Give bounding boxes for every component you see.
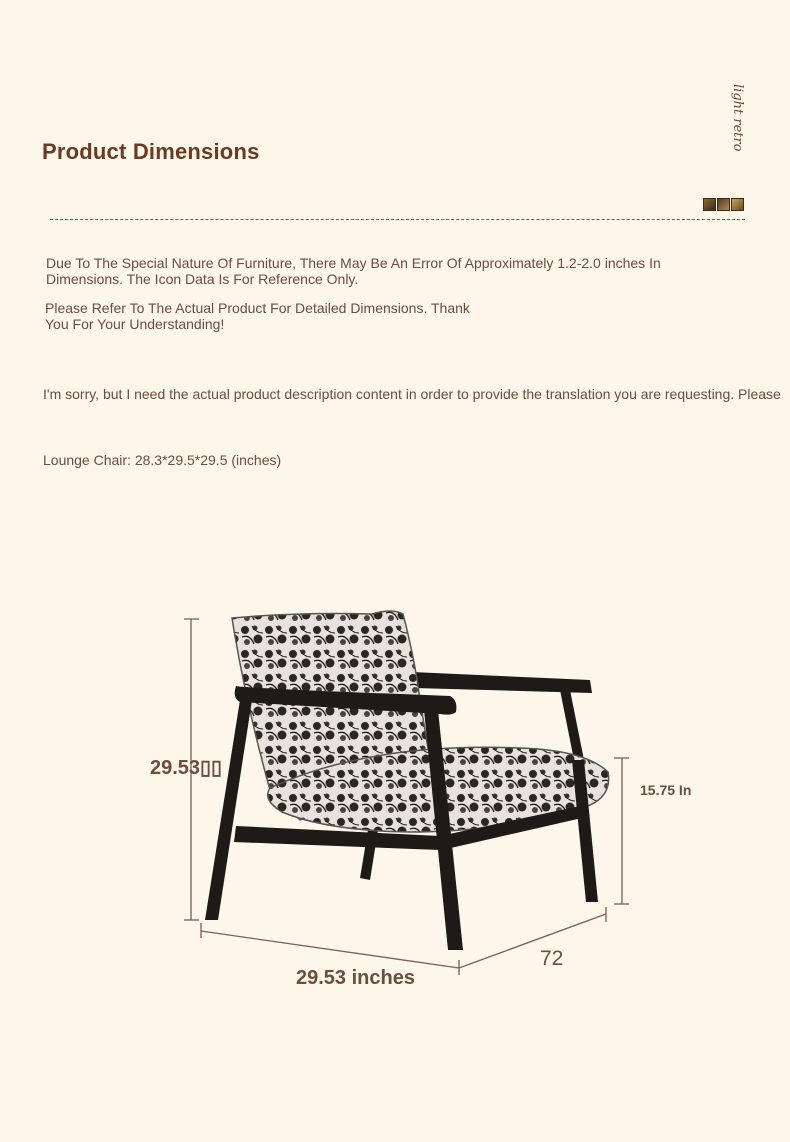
spec-text: Lounge Chair: 28.3*29.5*29.5 (inches) (43, 452, 282, 468)
section-divider (50, 219, 745, 220)
page-title: Product Dimensions (42, 139, 260, 164)
thumbnail-image (717, 198, 730, 211)
thumbnail-image (731, 198, 744, 211)
apology-text: I'm sorry, but I need the actual product description content in order to provide the translation you are requesting. Please (43, 386, 781, 402)
width-dimension-label: 29.53 inches (296, 967, 415, 989)
seat-height-dimension-label: 15.75 In (640, 782, 692, 798)
error-notice: Due To The Special Nature Of Furniture, There May Be An Error Of Approximately 1.2-2.0 inches In Dimensions. The Icon Data Is For Reference Only. (46, 255, 661, 287)
depth-dimension-label: 72 (540, 947, 564, 970)
refer-notice: Please Refer To The Actual Product For Detailed Dimensions. Thank You For Your Understanding! (45, 300, 470, 332)
brand-mark: light retro (730, 84, 745, 152)
thumbnail-strip (703, 198, 744, 211)
thumbnail-image (703, 198, 716, 211)
height-dimension-label: 29.53▯▯ (150, 757, 223, 779)
